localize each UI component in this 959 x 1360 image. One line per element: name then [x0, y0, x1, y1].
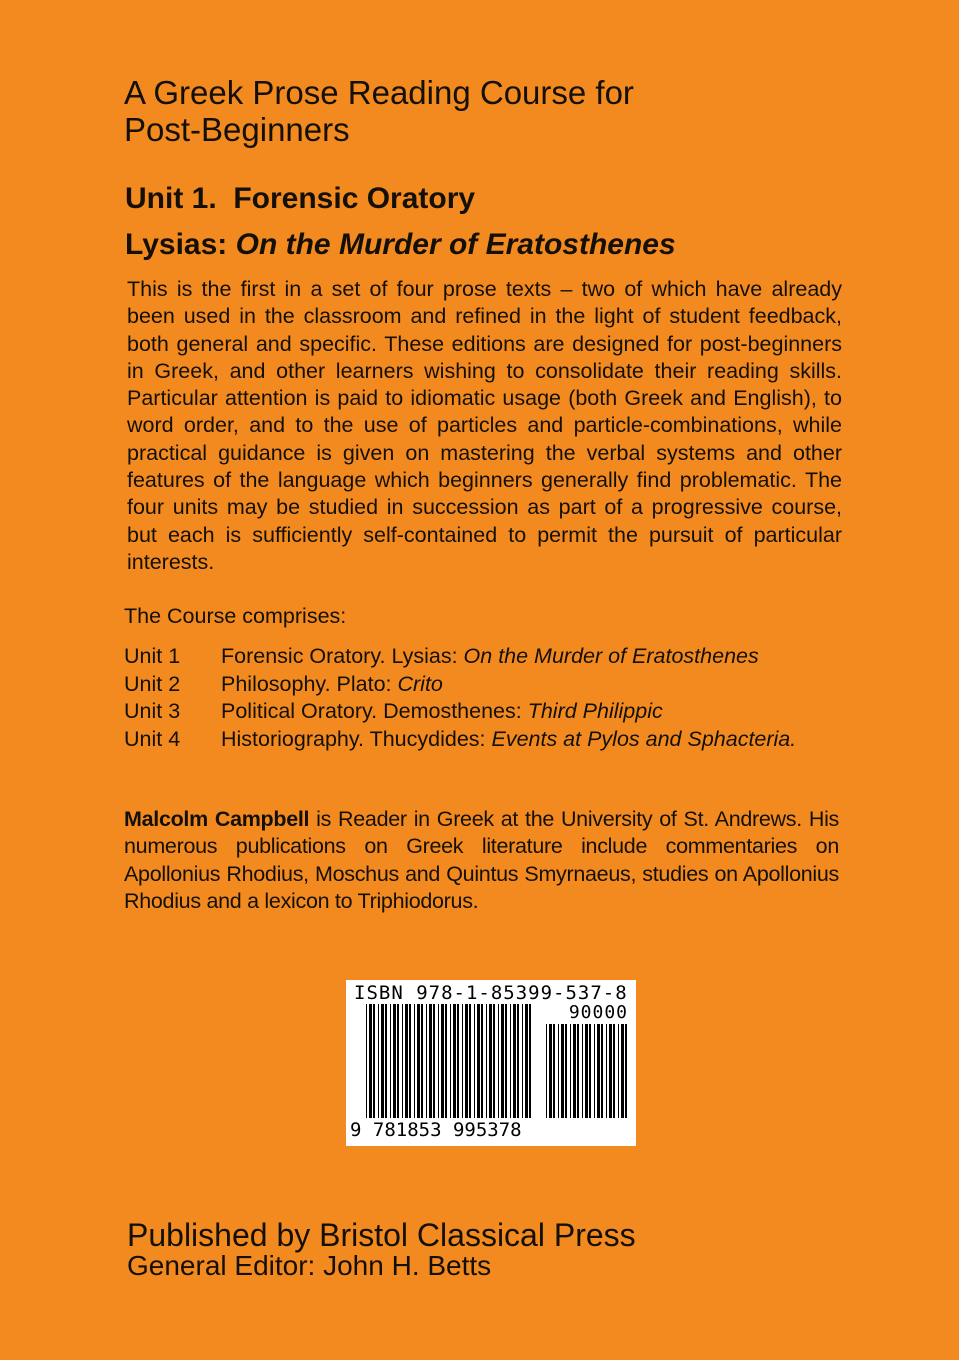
- book-author: Lysias:: [125, 228, 236, 261]
- isbn-barcode: [346, 980, 636, 1146]
- barcode-bar: [453, 1004, 456, 1118]
- barcode-bar: [421, 1004, 423, 1118]
- unit-work: On the Murder of Eratosthenes: [463, 644, 759, 668]
- barcode-bar: [594, 1024, 595, 1118]
- unit-topic: Philosophy. Plato:: [221, 671, 398, 696]
- unit-topic: Forensic Oratory. Lysias:: [221, 644, 464, 668]
- barcode-bar: [486, 1004, 487, 1118]
- barcode-bar: [393, 1004, 396, 1118]
- barcode-bar: [417, 1004, 420, 1118]
- barcode-bar: [426, 1004, 427, 1118]
- barcode-bar: [441, 1004, 444, 1118]
- author-bio-text: is Reader in Greek at the University of St. Andrews. His numerous publications on Greek literature include commentaries on Apollonius Rhodius, Moschus and Quintus Smyrnaeus, studies on Apollonius Rhodius and a lexicon to Triphiodorus.: [124, 807, 839, 913]
- barcode-bar: [402, 1004, 403, 1118]
- barcode-bar: [385, 1004, 387, 1118]
- barcode-bar: [450, 1004, 451, 1118]
- isbn-number: ISBN 978-1-85399-537-8: [354, 982, 628, 1004]
- barcode-bar: [390, 1004, 391, 1118]
- barcode-bar: [561, 1024, 564, 1118]
- barcode-bar: [529, 1004, 531, 1118]
- series-title-line-2: Post-Beginners: [124, 111, 350, 148]
- barcode-bar: [493, 1004, 495, 1118]
- barcode-bar: [601, 1024, 603, 1118]
- barcode-bar: [513, 1004, 516, 1118]
- barcode-bar: [474, 1004, 475, 1118]
- barcode-bar: [414, 1004, 415, 1118]
- barcode-bar: [366, 1004, 367, 1118]
- barcode-bar: [613, 1024, 615, 1118]
- barcode-bar: [477, 1004, 480, 1118]
- barcode-bar: [589, 1024, 591, 1118]
- barcode-bar: [462, 1004, 463, 1118]
- general-editor-line: General Editor: John H. Betts: [127, 1250, 492, 1281]
- barcode-bar: [546, 1024, 547, 1118]
- course-unit-item: [124, 643, 864, 671]
- barcode-bar: [445, 1004, 447, 1118]
- barcode-bar: [465, 1004, 468, 1118]
- author-bio: [124, 806, 839, 915]
- barcode-bar: [565, 1024, 567, 1118]
- author-name: Malcolm Campbell: [124, 807, 310, 831]
- barcode-bar: [433, 1004, 435, 1118]
- unit-heading: Unit 1. Forensic Oratory: [125, 182, 476, 215]
- barcode-bar: [405, 1004, 408, 1118]
- course-unit-item: [124, 698, 864, 726]
- course-comprises-label: The Course comprises:: [124, 604, 347, 628]
- barcode-bar: [381, 1004, 384, 1118]
- ean-digits: 9 781853 995378: [350, 1119, 522, 1141]
- barcode-bar: [457, 1004, 459, 1118]
- barcode-bar: [577, 1024, 579, 1118]
- price-code: 90000: [568, 1002, 628, 1023]
- barcode-bar: [481, 1004, 483, 1118]
- barcode-bar: [409, 1004, 411, 1118]
- barcode-bar: [510, 1004, 511, 1118]
- blurb-paragraph: This is the first in a set of four prose texts – two of which have already been used in the classroom and refined in the light of student feedback, both general and specific. These editions are designed for post-beginners in Greek, and other learners wishing to consolidate their reading skills. Particular attention is paid to idiomatic usage (both Greek and English), to word order, and to the use of particles and particle-combinations, while practical guidance is given on mastering the verbal systems and other features of the language which beginners generally find problematic. The four units may be studied in succession as part of a progressive course, but each is sufficiently self-contained to permit the pursuit of particular interests.: [127, 277, 842, 574]
- barcode-bar: [378, 1004, 379, 1118]
- barcode-bar: [618, 1024, 619, 1118]
- unit-topic: Political Oratory. Demosthenes:: [221, 699, 528, 723]
- book-title: [125, 228, 676, 262]
- barcode-bar: [469, 1004, 471, 1118]
- barcode-bar: [606, 1024, 607, 1118]
- barcode-bar: [573, 1024, 576, 1118]
- barcode-bar: [505, 1004, 507, 1118]
- unit-work: Third Philippic: [527, 699, 663, 723]
- course-units-list: [124, 643, 864, 753]
- barcode-bar: [522, 1004, 523, 1118]
- unit-label: Unit 4: [124, 726, 181, 751]
- barcode-bar: [609, 1024, 612, 1118]
- barcode-bar: [517, 1004, 519, 1118]
- barcode-bar: [549, 1024, 552, 1118]
- barcode-bar: [553, 1024, 555, 1118]
- barcode-bar: [582, 1024, 583, 1118]
- barcode-bar: [597, 1024, 600, 1118]
- barcode-bar: [369, 1004, 372, 1118]
- barcode-bar: [570, 1024, 571, 1118]
- series-title-line-1: A Greek Prose Reading Course for: [124, 74, 634, 111]
- publisher-line: Published by Bristol Classical Press: [127, 1217, 636, 1253]
- barcode-bar: [498, 1004, 499, 1118]
- barcode-bar: [625, 1024, 627, 1118]
- barcode-bar: [558, 1024, 559, 1118]
- barcode-bar: [397, 1004, 399, 1118]
- unit-label: Unit 2: [124, 671, 181, 696]
- barcode-bar: [621, 1024, 624, 1118]
- barcode-bar: [373, 1004, 375, 1118]
- course-unit-item: [124, 726, 864, 754]
- unit-label: Unit 3: [124, 699, 181, 723]
- course-unit-item: [124, 671, 864, 699]
- unit-label: Unit 1: [124, 644, 181, 668]
- unit-topic: Historiography. Thucydides:: [221, 726, 492, 751]
- barcode-bar: [438, 1004, 439, 1118]
- unit-work: Events at Pylos and Sphacteria.: [491, 726, 797, 751]
- barcode-bar: [429, 1004, 432, 1118]
- series-title: [124, 74, 634, 148]
- barcode-bar: [501, 1004, 504, 1118]
- barcode-bar: [489, 1004, 492, 1118]
- book-work-title: On the Murder of Eratosthenes: [235, 228, 676, 261]
- unit-work: Crito: [397, 671, 443, 696]
- barcode-bar: [585, 1024, 588, 1118]
- barcode-bar: [525, 1004, 528, 1118]
